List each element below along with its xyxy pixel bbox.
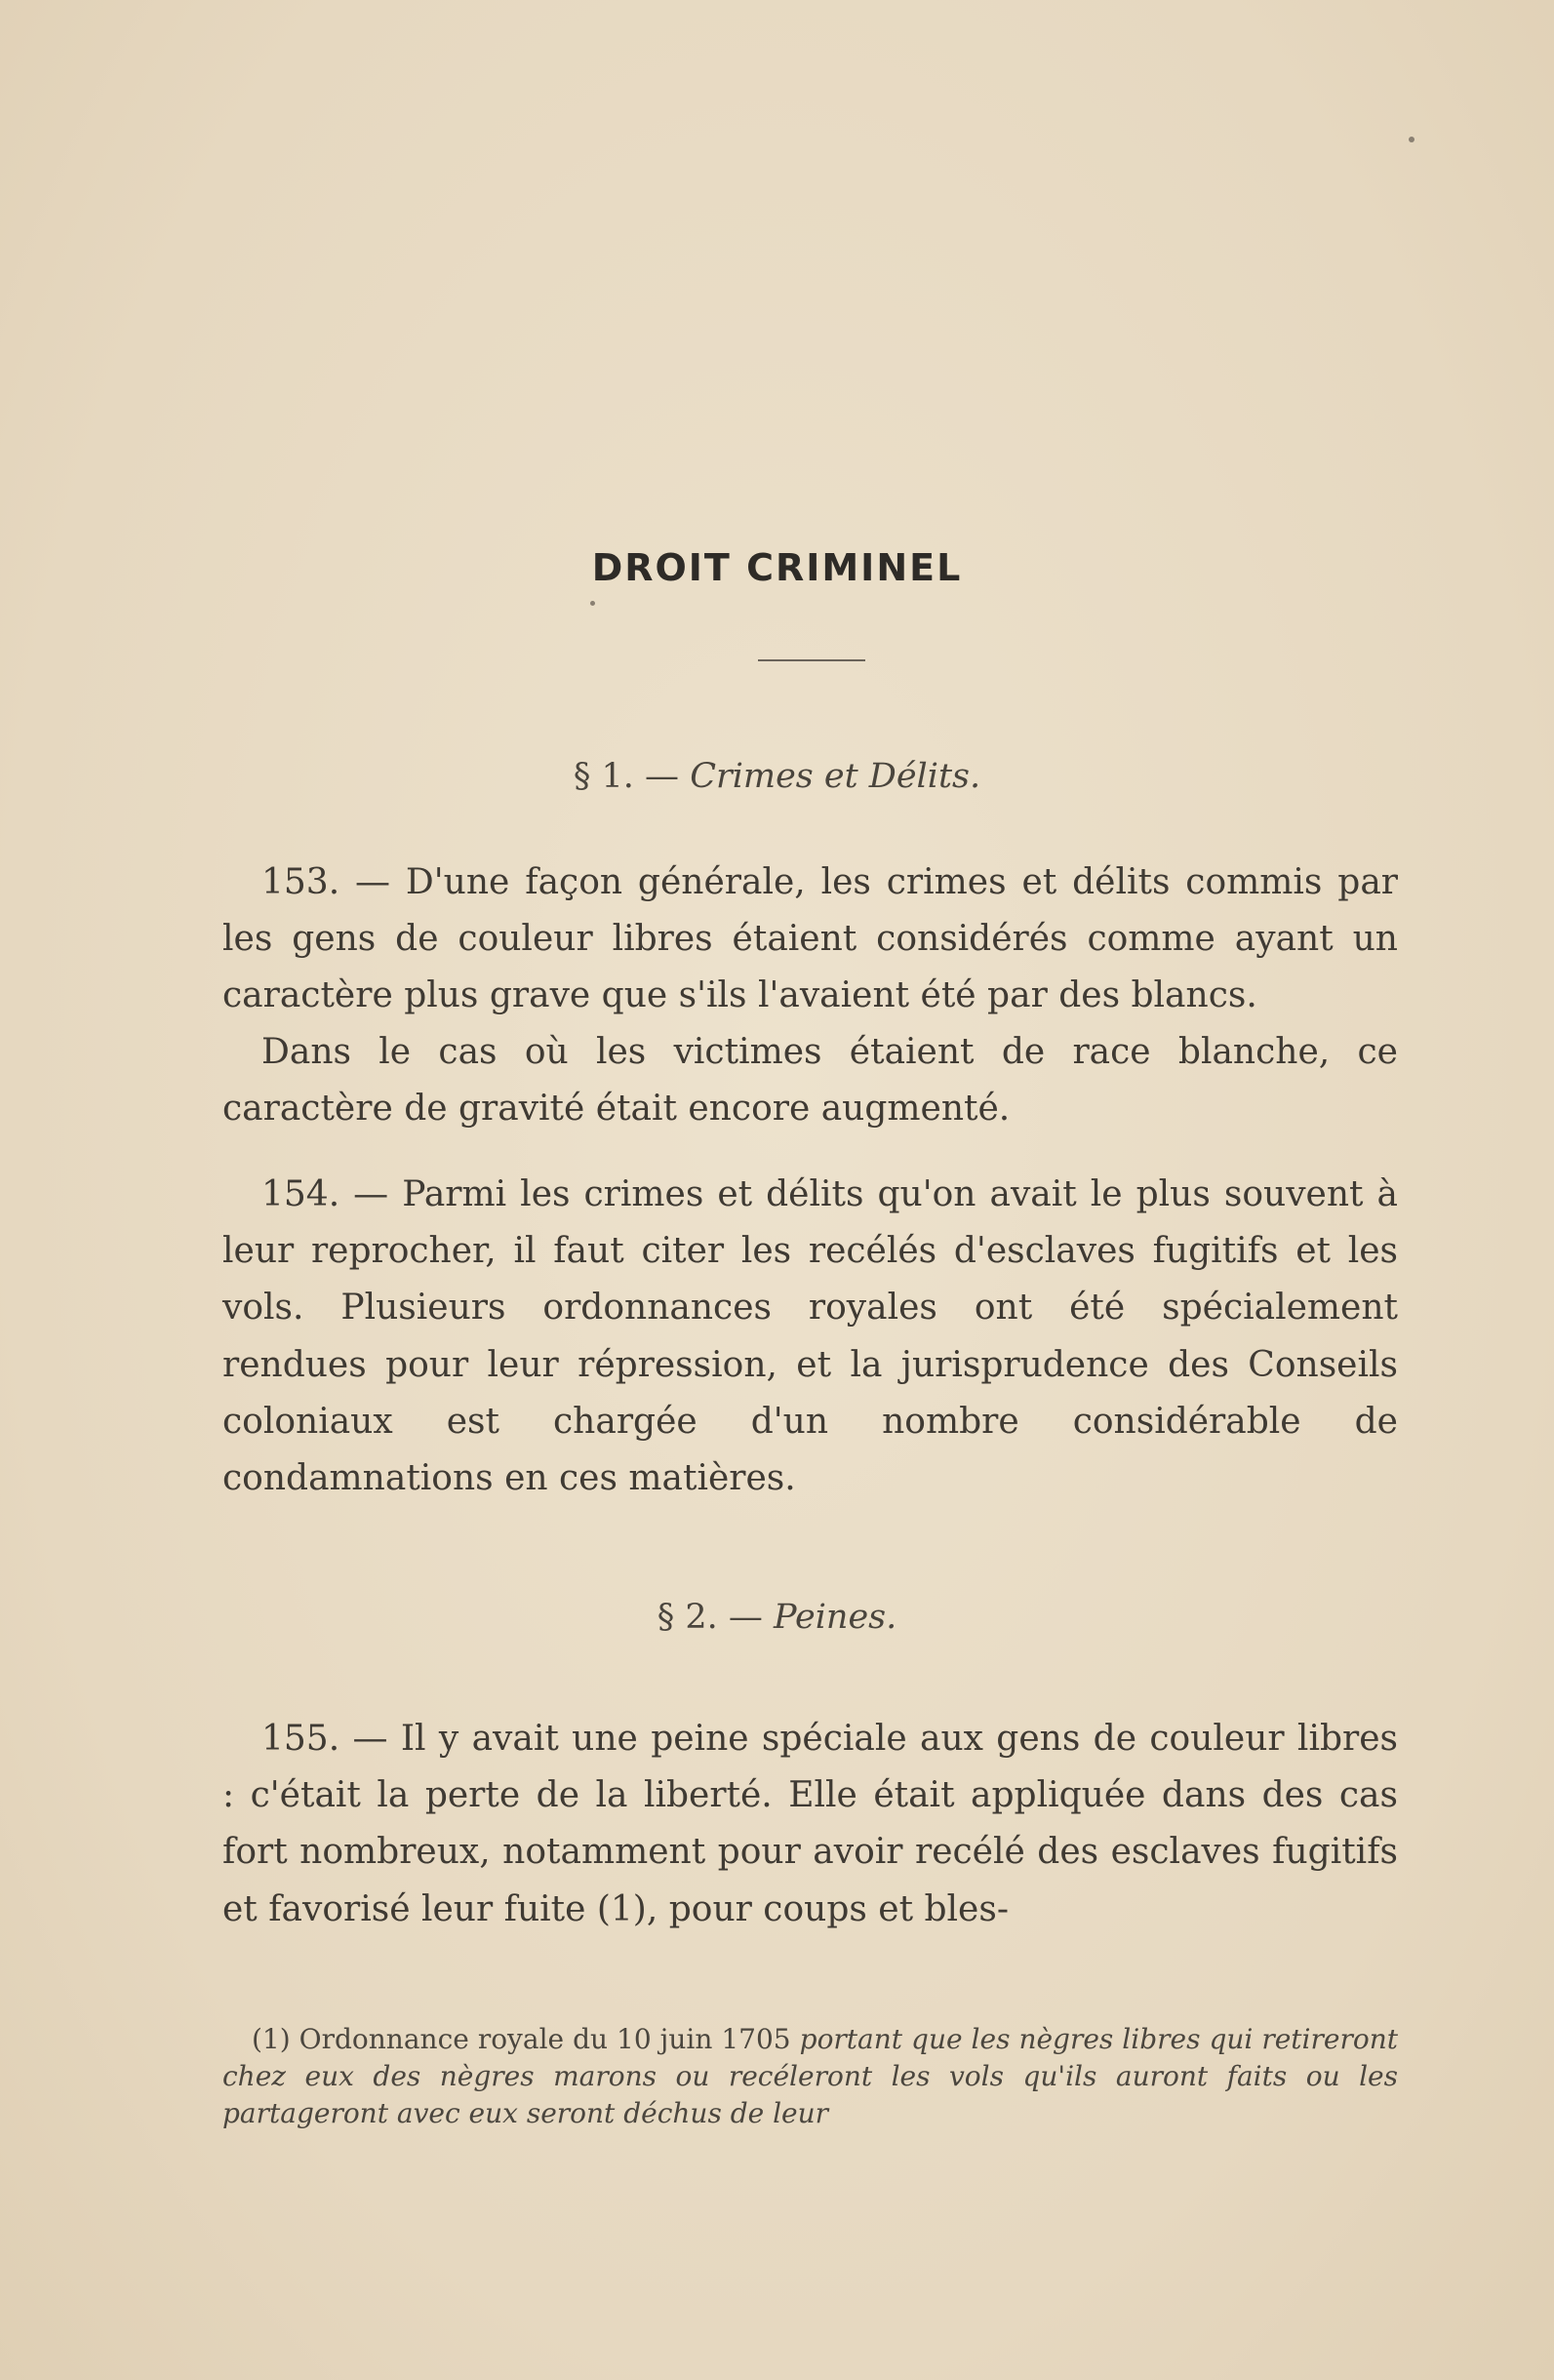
paper-speck (590, 601, 595, 606)
section-2-number: § 2. — (657, 1598, 763, 1637)
footnote (222, 2021, 1398, 2132)
paragraph-154: 154. — Parmi les crimes et délits qu'on avait le plus souvent à leur reprocher, il faut citer les recélés d'esclaves fugitifs et les vols. Plusieurs ordonnances royales ont été spécialement rendues pour leur répression, et la jurisprudence des Conseils coloniaux est chargée d'un nombre considérable de condamnations en ces matières. (222, 1174, 1398, 1499)
paragraph-155: 155. — Il y avait une peine spéciale aux gens de couleur libres : c'était la perte de la liberté. Elle était appliquée dans des cas fort nombreux, notamment pour avoir recélé des esclaves fugitifs et favorisé leur fuite (1), pour coups et bles- (222, 1719, 1398, 1929)
section-heading-2 (0, 1598, 1554, 1637)
title-divider (758, 659, 865, 661)
footnote-citation: (1) Ordonnance royale du 10 juin 1705 (252, 2023, 791, 2055)
section-1-number: § 1. — (573, 757, 680, 796)
paragraph-153-continued: Dans le cas où les victimes étaient de race blanche, ce caractère de gravité était encore augmenté. (222, 1032, 1398, 1130)
footnote-italic-text: portant que les nègres libres qui retireront chez eux des nègres marons ou recéleront les vols qu'ils auront faits ou les partageront avec eux seront déchus de leur (222, 2023, 1398, 2129)
section-2-title: Peines. (774, 1598, 897, 1637)
chapter-title: DROIT CRIMINEL (591, 546, 963, 589)
paper-speck (1409, 137, 1415, 142)
section-1-title: Crimes et Délits. (690, 757, 981, 796)
paragraph-153: 153. — D'une façon générale, les crimes et délits commis par les gens de couleur libres étaient considérés comme ayant un caractère plus grave que s'ils l'avaient été par des blancs. (222, 862, 1398, 1016)
section-heading-1 (0, 757, 1554, 796)
